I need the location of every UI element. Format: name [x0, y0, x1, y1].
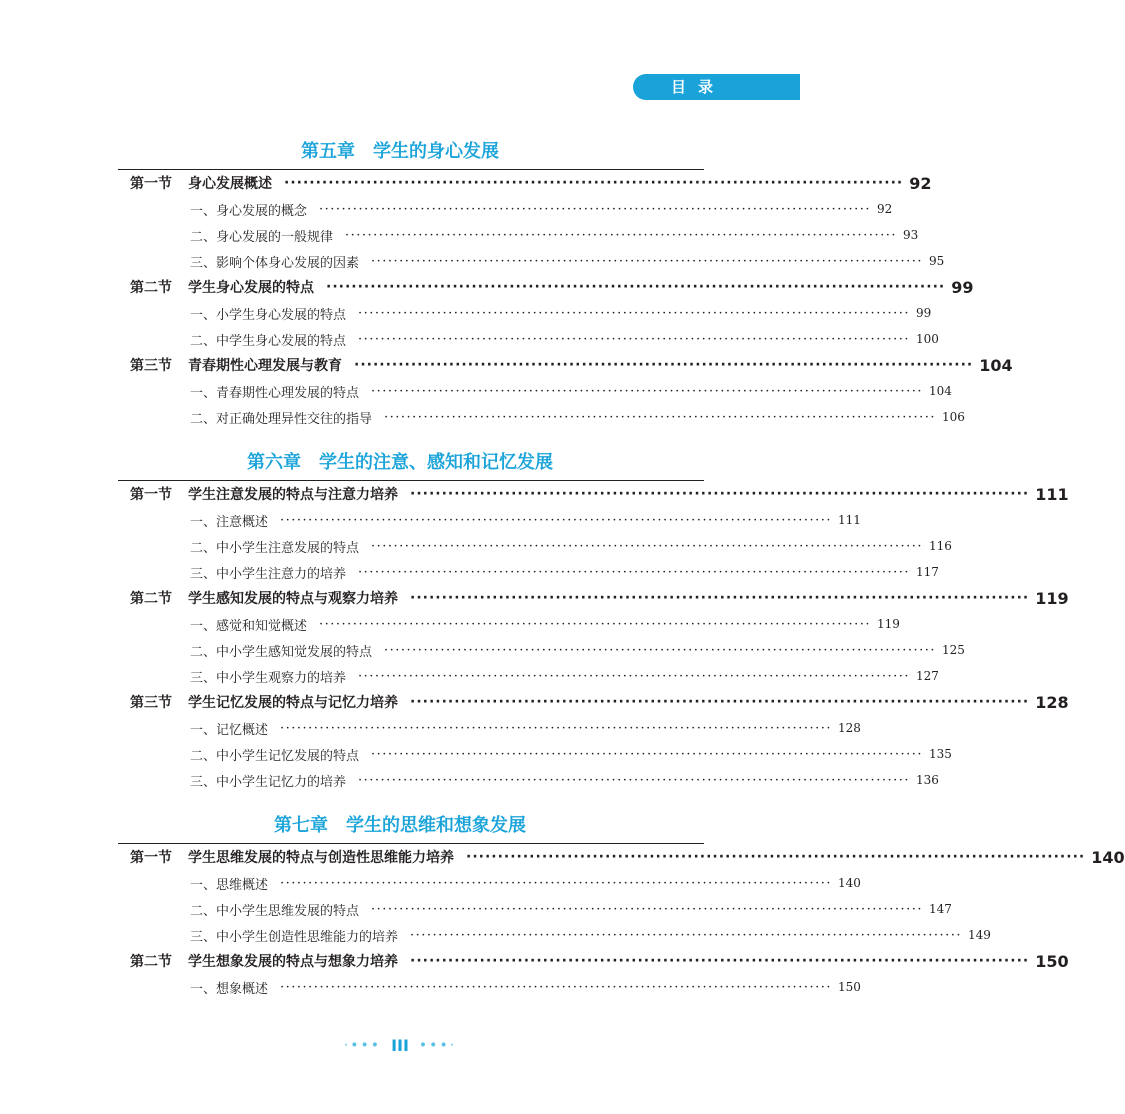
subsection-page-number: 116 — [928, 539, 952, 553]
toc-subsection-entry[interactable] — [190, 768, 939, 792]
section-title: 学生注意发展的特点与注意力培养 — [188, 487, 398, 503]
dot-leader: ·································································································· — [371, 746, 923, 762]
toc-section-entry[interactable] — [130, 586, 1069, 610]
subsection-title: 二、身心发展的一般规律 — [190, 229, 334, 245]
subsection-title: 三、中小学生创造性思维能力的培养 — [190, 929, 399, 945]
dot-leader: ·································································································· — [358, 564, 910, 580]
dot-leader: ·································································································· — [319, 201, 871, 217]
toc-subsection-entry[interactable] — [190, 664, 939, 688]
section-page-number: 128 — [1035, 692, 1069, 712]
subsection-title: 一、注意概述 — [190, 514, 269, 530]
toc-subsection-entry[interactable] — [190, 638, 965, 662]
toc-subsection-entry[interactable] — [190, 534, 952, 558]
page-number: III — [391, 1036, 409, 1055]
section-number: 第二节 — [130, 954, 172, 970]
subsection-page-number: 92 — [876, 202, 893, 216]
subsection-title: 一、感觉和知觉概述 — [190, 618, 308, 634]
subsection-page-number: 149 — [967, 928, 991, 942]
dot-leader: ·································································································· — [358, 772, 910, 788]
subsection-title: 一、小学生身心发展的特点 — [190, 307, 347, 323]
toc-subsection-entry[interactable] — [190, 197, 893, 221]
dot-leader: ·································································································· — [410, 927, 962, 943]
subsection-page-number: 140 — [837, 876, 861, 890]
section-number: 第一节 — [130, 487, 172, 503]
subsection-title: 一、想象概述 — [190, 981, 269, 997]
toc-subsection-entry[interactable] — [190, 923, 991, 947]
section-page-number: 111 — [1035, 484, 1069, 504]
dot-leader: ·································································································· — [371, 901, 923, 917]
section-page-number: 104 — [979, 355, 1013, 375]
dot-leader: ·································································································· — [384, 642, 936, 658]
subsection-page-number: 104 — [928, 384, 952, 398]
subsection-title: 一、青春期性心理发展的特点 — [190, 385, 360, 401]
subsection-page-number: 106 — [941, 410, 965, 424]
dot-leader: ·································································································· — [280, 720, 832, 736]
toc-subsection-entry[interactable] — [190, 249, 945, 273]
section-title: 学生身心发展的特点 — [188, 280, 314, 296]
subsection-page-number: 136 — [915, 773, 939, 787]
subsection-page-number: 125 — [941, 643, 965, 657]
subsection-page-number: 135 — [928, 747, 952, 761]
dot-leader: ·································································································· — [358, 668, 910, 684]
toc-subsection-entry[interactable] — [190, 560, 939, 584]
toc-subsection-entry[interactable] — [190, 612, 900, 636]
toc-header-tab — [633, 74, 800, 100]
subsection-title: 二、中小学生思维发展的特点 — [190, 903, 360, 919]
section-number: 第二节 — [130, 591, 172, 607]
page-footer — [0, 1035, 800, 1055]
toc-subsection-entry[interactable] — [190, 897, 952, 921]
toc-subsection-entry[interactable] — [190, 871, 861, 895]
dot-leader: ·································································································· — [371, 538, 923, 554]
chapter-title: 学生的思维和想象发展 — [346, 815, 526, 836]
section-title: 学生感知发展的特点与观察力培养 — [188, 591, 398, 607]
subsection-page-number: 95 — [928, 254, 945, 268]
chapter-number: 第六章 — [247, 452, 301, 473]
toc-subsection-entry[interactable] — [190, 301, 932, 325]
toc-subsection-entry[interactable] — [190, 405, 965, 429]
toc-subsection-entry[interactable] — [190, 508, 861, 532]
section-number: 第一节 — [130, 850, 172, 866]
subsection-page-number: 99 — [915, 306, 932, 320]
dot-leader: ·································································································· — [410, 590, 1030, 606]
subsection-page-number: 111 — [837, 513, 861, 527]
dot-leader: ·································································································· — [410, 694, 1030, 710]
toc-section-entry[interactable] — [130, 275, 974, 299]
toc-subsection-entry[interactable] — [190, 742, 952, 766]
dot-leader: ·································································································· — [319, 616, 871, 632]
subsection-title: 三、中小学生记忆力的培养 — [190, 774, 347, 790]
section-title: 身心发展概述 — [188, 176, 272, 192]
chapter-number: 第五章 — [301, 141, 355, 162]
toc-section-entry[interactable] — [130, 845, 1125, 869]
section-title: 青春期性心理发展与教育 — [188, 358, 342, 374]
subsection-page-number: 150 — [837, 980, 861, 994]
chapter-number: 第七章 — [274, 815, 328, 836]
section-number: 第三节 — [130, 358, 172, 374]
subsection-page-number: 100 — [915, 332, 939, 346]
decorative-dots-right: •••· — [418, 1037, 457, 1054]
toc-section-entry[interactable] — [130, 482, 1069, 506]
chapter-heading — [0, 811, 800, 837]
section-page-number: 119 — [1035, 588, 1069, 608]
section-title: 学生想象发展的特点与想象力培养 — [188, 954, 398, 970]
section-page-number: 140 — [1091, 847, 1125, 867]
chapter-divider — [118, 480, 704, 481]
dot-leader: ·································································································· — [280, 979, 832, 995]
section-number: 第一节 — [130, 176, 172, 192]
dot-leader: ·································································································· — [410, 953, 1030, 969]
toc-section-entry[interactable] — [130, 949, 1069, 973]
dot-leader: ·································································································· — [466, 849, 1086, 865]
subsection-title: 三、中小学生注意力的培养 — [190, 566, 347, 582]
chapter-title: 学生的注意、感知和记忆发展 — [319, 452, 553, 473]
dot-leader: ·································································································· — [345, 227, 897, 243]
toc-section-entry[interactable] — [130, 690, 1069, 714]
subsection-page-number: 127 — [915, 669, 939, 683]
dot-leader: ·································································································· — [410, 486, 1030, 502]
subsection-title: 三、中小学生观察力的培养 — [190, 670, 347, 686]
section-number: 第三节 — [130, 695, 172, 711]
toc-header-label: 目录 — [671, 78, 726, 96]
subsection-page-number: 93 — [902, 228, 919, 242]
subsection-title: 一、思维概述 — [190, 877, 269, 893]
subsection-title: 二、中小学生感知觉发展的特点 — [190, 644, 373, 660]
dot-leader: ·································································································· — [284, 175, 904, 191]
dot-leader: ·································································································· — [280, 512, 832, 528]
subsection-title: 三、影响个体身心发展的因素 — [190, 255, 360, 271]
chapter-heading — [0, 137, 800, 163]
decorative-dots-left: ·••• — [343, 1037, 382, 1054]
section-page-number: 92 — [909, 173, 932, 193]
dot-leader: ·································································································· — [326, 279, 946, 295]
section-title: 学生思维发展的特点与创造性思维能力培养 — [188, 850, 454, 866]
dot-leader: ·································································································· — [358, 331, 910, 347]
dot-leader: ·································································································· — [371, 253, 923, 269]
subsection-page-number: 128 — [837, 721, 861, 735]
chapter-heading — [0, 448, 800, 474]
subsection-page-number: 117 — [915, 565, 939, 579]
subsection-title: 一、身心发展的概念 — [190, 203, 308, 219]
dot-leader: ·································································································· — [358, 305, 910, 321]
toc-subsection-entry[interactable] — [190, 223, 919, 247]
dot-leader: ·································································································· — [384, 409, 936, 425]
dot-leader: ·································································································· — [371, 383, 923, 399]
dot-leader: ·································································································· — [354, 357, 974, 373]
chapter-divider — [118, 169, 704, 170]
section-page-number: 99 — [951, 277, 974, 297]
toc-subsection-entry[interactable] — [190, 379, 952, 403]
toc-subsection-entry[interactable] — [190, 716, 861, 740]
section-number: 第二节 — [130, 280, 172, 296]
toc-section-entry[interactable] — [130, 171, 932, 195]
subsection-page-number: 119 — [876, 617, 900, 631]
toc-subsection-entry[interactable] — [190, 975, 861, 999]
subsection-title: 二、中学生身心发展的特点 — [190, 333, 347, 349]
subsection-title: 二、中小学生记忆发展的特点 — [190, 748, 360, 764]
chapter-title: 学生的身心发展 — [373, 141, 499, 162]
section-page-number: 150 — [1035, 951, 1069, 971]
subsection-page-number: 147 — [928, 902, 952, 916]
dot-leader: ·································································································· — [280, 875, 832, 891]
section-title: 学生记忆发展的特点与记忆力培养 — [188, 695, 398, 711]
subsection-title: 一、记忆概述 — [190, 722, 269, 738]
chapter-divider — [118, 843, 704, 844]
toc-section-entry[interactable] — [130, 353, 1013, 377]
subsection-title: 二、对正确处理异性交往的指导 — [190, 411, 373, 427]
toc-subsection-entry[interactable] — [190, 327, 939, 351]
subsection-title: 二、中小学生注意发展的特点 — [190, 540, 360, 556]
